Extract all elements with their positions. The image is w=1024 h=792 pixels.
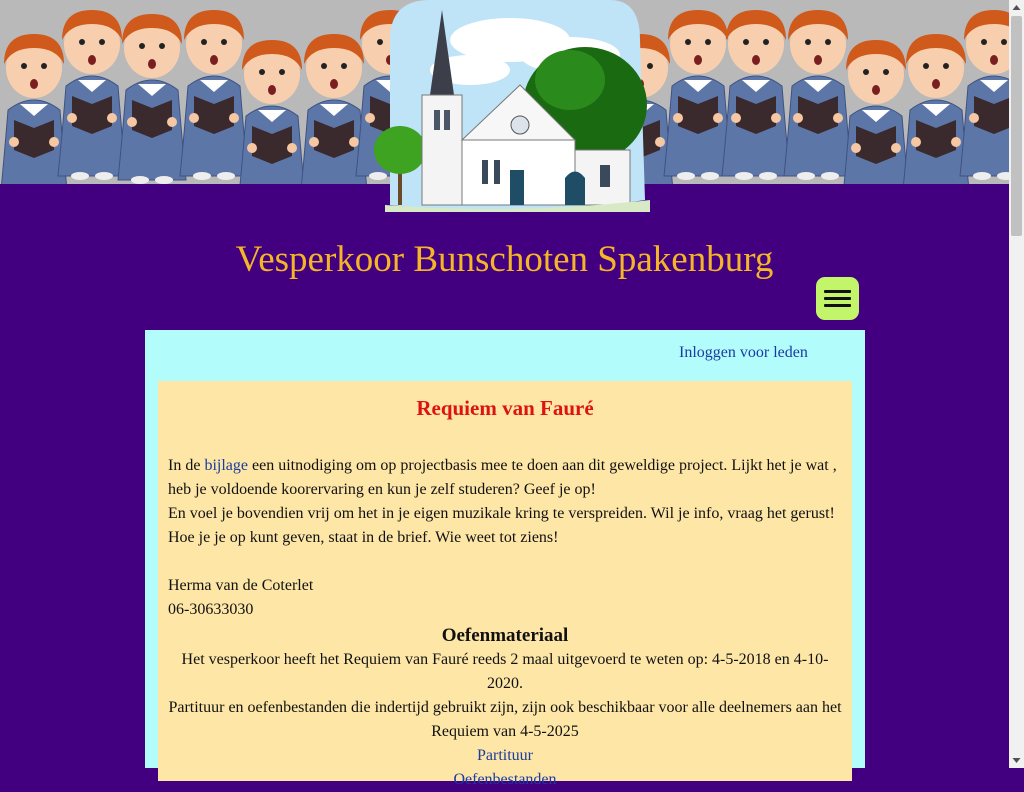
intro-suffix: een uitnodiging om op projectbasis mee te doen aan dit geweldige project. Lijkt het je wat , heb je voldoende koorervaring en kun je zelf studeren? Geef je op!: [168, 457, 837, 498]
article: [158, 381, 852, 788]
contact-name: Herma van de Coterlet: [168, 577, 314, 594]
contact-phone: 06-30633030: [168, 601, 254, 618]
login-link[interactable]: Inloggen voor leden: [679, 344, 808, 361]
practice-history: Het vesperkoor heeft het Requiem van Fauré reeds 2 maal uitgevoerd te weten op: 4-5-2018 en 4-10-2020.: [181, 651, 829, 692]
scroll-down-arrow-icon[interactable]: [1009, 753, 1024, 768]
practice-files-link[interactable]: Oefenbestanden: [453, 771, 557, 788]
church-illustration: [370, 0, 660, 215]
share-paragraph: En voel je bovendien vrij om het in je eigen muzikale kring te verspreiden. Wil je info, vraag het gerust!: [168, 505, 835, 522]
content-panel: [145, 330, 865, 788]
score-link[interactable]: Partituur: [477, 747, 533, 764]
page-scrollbar[interactable]: [1009, 0, 1024, 768]
scroll-thumb[interactable]: [1011, 16, 1022, 236]
practice-heading: Oefenmateriaal: [441, 625, 569, 646]
practice-availability: Partituur en oefenbestanden die indertijd gebruikt zijn, zijn ook beschikbaar voor alle deelnemers aan het Requiem van 4-5-2025: [168, 699, 842, 740]
site-title: Vesperkoor Bunschoten Spakenburg: [235, 239, 774, 280]
scroll-up-arrow-icon[interactable]: [1009, 0, 1024, 15]
signup-paragraph: Hoe je je op kunt geven, staat in de brief. Wie weet tot ziens!: [168, 529, 559, 546]
article-heading: Requiem van Fauré: [416, 396, 594, 420]
intro-prefix: In de: [168, 457, 205, 474]
attachment-link[interactable]: bijlage: [204, 457, 248, 474]
intro-paragraph: [168, 454, 842, 502]
menu-button[interactable]: [816, 277, 859, 320]
